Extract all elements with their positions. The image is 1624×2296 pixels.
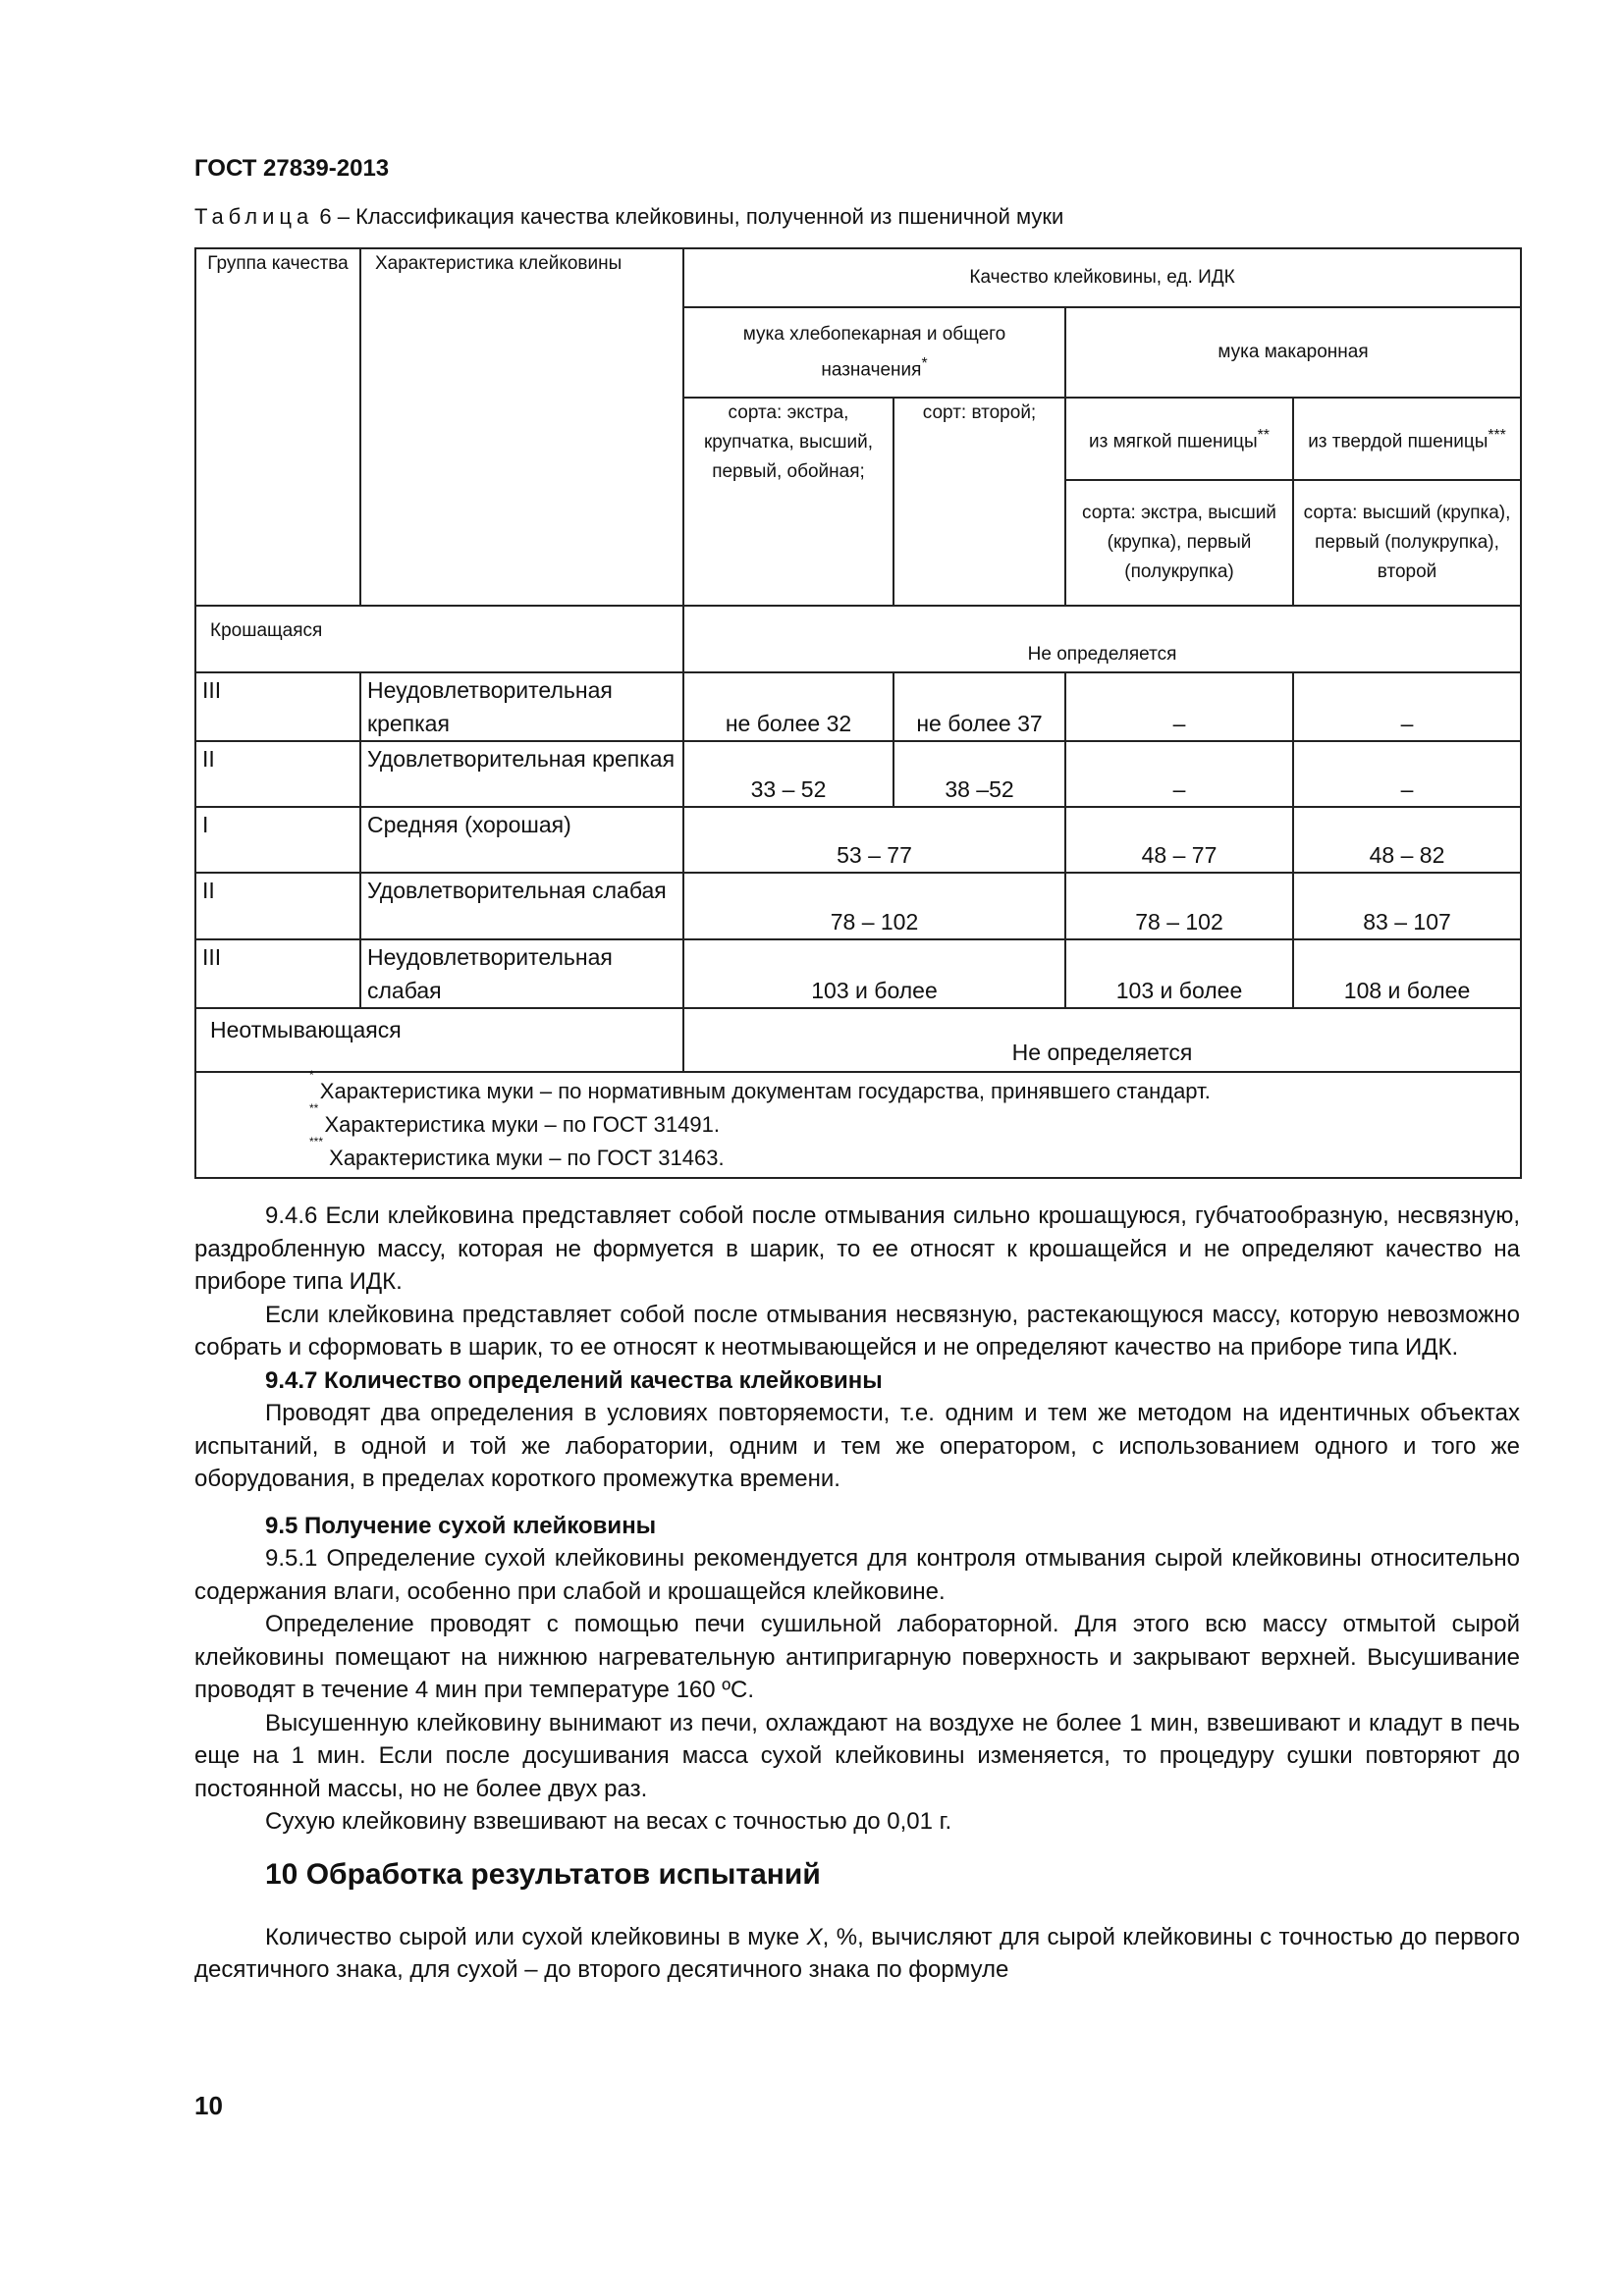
row-characteristic: Неудовлетворительная слабая (360, 939, 683, 1008)
row-value-grades1: 33 – 52 (683, 741, 893, 807)
table-row (195, 807, 1521, 873)
crumbling-value: Не определяется (683, 606, 1521, 672)
heading-9-4-7: 9.4.7 Количество определений качества клейковины (265, 1366, 883, 1394)
header-hard-wheat: из твердой пшеницы*** (1293, 398, 1521, 480)
table-row (195, 1008, 1521, 1072)
header-characteristic: Характеристика клейковины (360, 248, 683, 606)
table-caption-text: – Классификация качества клейковины, полученной из пшеничной муки (337, 204, 1064, 229)
paragraph-9-5-1-c: Высушенную клейковину вынимают из печи, охлаждают на воздухе не более 1 мин, взвешивают и кладут в печь еще на 1 мин. Если после досушивания масса сухой клейковины изменяется, то процедуру сушки повторяют до постоянной массы, но не более двух раз. (194, 1709, 1520, 1802)
row-value-hard: 48 – 82 (1293, 807, 1521, 873)
row-value-hard: – (1293, 672, 1521, 741)
table-row (195, 873, 1521, 939)
row-characteristic: Средняя (хорошая) (360, 807, 683, 873)
paragraph-9-5-1-d: Сухую клейковину взвешивают на весах с точностью до 0,01 г. (265, 1808, 952, 1835)
header-grades-2: сорт: второй; (893, 398, 1065, 606)
row-value-hard: – (1293, 741, 1521, 807)
row-characteristic: Удовлетворительная слабая (360, 873, 683, 939)
header-quality: Качество клейковины, ед. ИДК (683, 248, 1521, 307)
header-grades-1: сорта: экстра, крупчатка, высший, первый, обойная; (683, 398, 893, 606)
nonwashing-value: Не определяется (683, 1008, 1521, 1072)
table-notes (195, 1068, 1521, 1178)
row-value-soft: – (1065, 672, 1293, 741)
paragraph-9-4-7: Проводят два определения в условиях повторяемости, т.е. одним и тем же методом на идентичных объектах испытаний, в одной и той же лаборатории, одним и тем же оператором, с использованием одного и того же оборудования, в пределах короткого промежутка времени. (194, 1400, 1520, 1492)
row-group: III (195, 672, 360, 741)
row-value-bread: 103 и более (683, 939, 1065, 1008)
row-value-soft: 78 – 102 (1065, 873, 1293, 939)
note-item: ** Характеристика муки – по ГОСТ 31491. (309, 1101, 720, 1137)
row-value-bread: 78 – 102 (683, 873, 1065, 939)
table-caption-prefix: Таблица (194, 204, 314, 229)
table-caption (194, 204, 1063, 230)
table-row (195, 606, 1521, 672)
nonwashing-label: Неотмывающаяся (195, 1008, 683, 1072)
header-soft-wheat: из мягкой пшеницы** (1065, 398, 1293, 480)
crumbling-label: Крошащаяся (195, 606, 683, 672)
table-caption-number: 6 (319, 204, 332, 229)
row-characteristic: Удовлетворительная крепкая (360, 741, 683, 807)
table-row (195, 741, 1521, 807)
note-item: *** Характеристика муки – по ГОСТ 31463. (309, 1135, 725, 1170)
row-value-soft: 103 и более (1065, 939, 1293, 1008)
row-group: III (195, 939, 360, 1008)
row-value-grades2: не более 37 (893, 672, 1065, 741)
paragraph-10: Количество сырой или сухой клейковины в муке X, %, вычисляют для сырой клейковины с точностью до первого десятичного знака, для сухой – до второго десятичного знака по формуле (194, 1923, 1521, 1983)
header-pasta-flour: мука макаронная (1065, 307, 1521, 398)
paragraph-9-5-1: 9.5.1 Определение сухой клейковины рекомендуется для контроля отмывания сырой клейковины относительно содержания влаги, особенно при слабой и крошащейся клейковине. (194, 1545, 1520, 1605)
table-row (195, 672, 1521, 741)
row-group: II (195, 873, 360, 939)
header-group: Группа качества (195, 248, 360, 606)
header-bread-flour: мука хлебопекарная и общего назначения* (683, 307, 1065, 398)
page-number: 10 (194, 2091, 223, 2120)
row-value-soft: – (1065, 741, 1293, 807)
document-code: ГОСТ 27839-2013 (194, 155, 390, 182)
heading-10: 10 Обработка результатов испытаний (265, 1857, 821, 1891)
paragraph-9-4-6: 9.4.6 Если клейковина представляет собой после отмывания сильно крошащуюся, губчатообразную, несвязную, раздробленную массу, которая не формуется в шарик, то ее относят к крошащейся и не определяют качество на приборе типа ИДК. (194, 1202, 1520, 1295)
gluten-quality-table (194, 247, 1522, 1179)
row-group: I (195, 807, 360, 873)
row-value-grades2: 38 –52 (893, 741, 1065, 807)
header-soft-grades: сорта: экстра, высший (крупка), первый (полукрупка) (1065, 480, 1293, 606)
table-row (195, 939, 1521, 1008)
row-value-hard: 83 – 107 (1293, 873, 1521, 939)
row-value-soft: 48 – 77 (1065, 807, 1293, 873)
row-value-hard: 108 и более (1293, 939, 1521, 1008)
header-hard-grades: сорта: высший (крупка), первый (полукрупка), второй (1293, 480, 1521, 606)
row-characteristic: Неудовлетворительная крепкая (360, 672, 683, 741)
paragraph-9-5-1-b: Определение проводят с помощью печи сушильной лабораторной. Для этого всю массу отмытой сырой клейковины помещают на нижнюю нагревательную антипригарную поверхность и закрывают верхней. Высушивание проводят в течение 4 мин при температуре 160 ºС. (194, 1611, 1520, 1703)
row-value-grades1: не более 32 (683, 672, 893, 741)
row-value-bread: 53 – 77 (683, 807, 1065, 873)
paragraph-9-4-6-b: Если клейковина представляет собой после отмывания несвязную, растекающуюся массу, которую невозможно собрать и сформовать в шарик, то ее относят к неотмывающейся и не определяют качество на приборе типа ИДК. (194, 1301, 1520, 1361)
heading-9-5: 9.5 Получение сухой клейковины (265, 1512, 657, 1539)
row-group: II (195, 741, 360, 807)
formula-variable: X (806, 1923, 823, 1950)
body-text (194, 1200, 1520, 1987)
note-item: * Характеристика муки – по нормативным документам государства, принявшего стандарт. (309, 1068, 1211, 1103)
table-notes-row (195, 1072, 1521, 1178)
